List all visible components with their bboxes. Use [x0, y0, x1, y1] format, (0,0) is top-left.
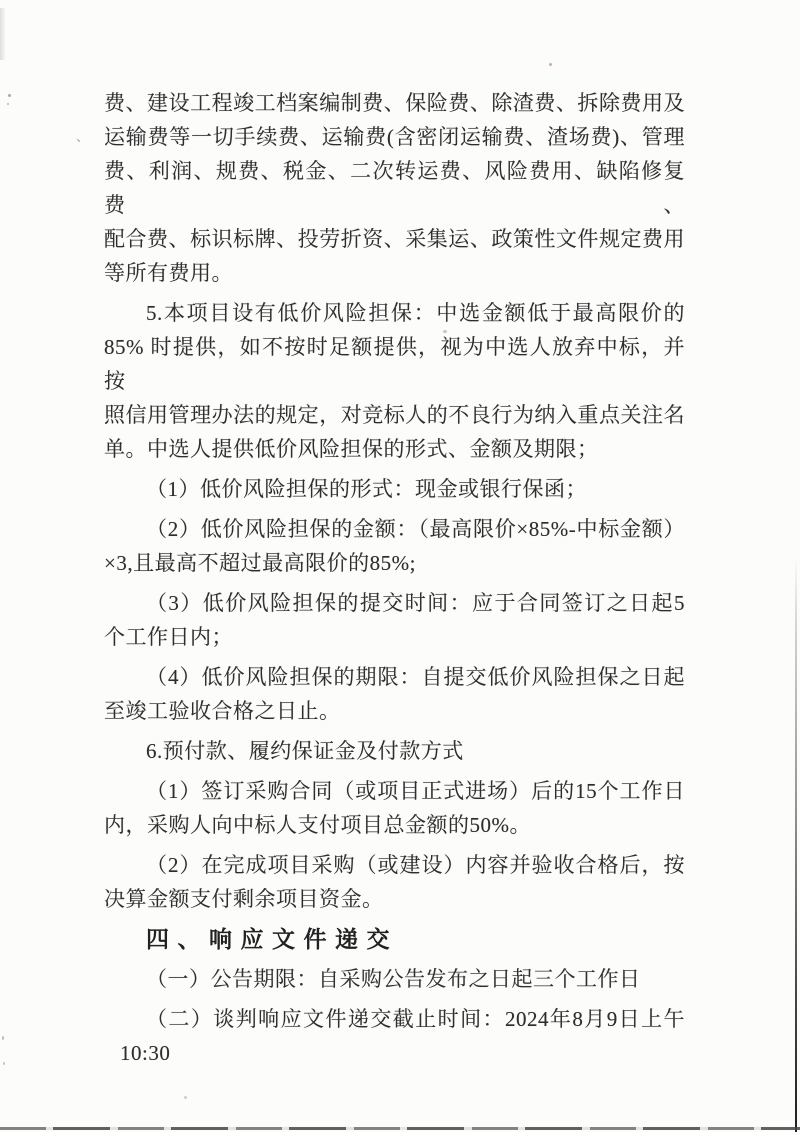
text-line: 照信用管理办法的规定，对竞标人的不良行为纳入重点关注名: [104, 403, 685, 427]
scan-speck: [3, 1062, 5, 1065]
text-line: （3）低价风险担保的提交时间：应于合同签订之日起5: [146, 591, 685, 615]
text-line: （1）低价风险担保的形式：现金或银行保函；: [146, 477, 587, 501]
text-line: （2）低价风险担保的金额：（最高限价×85%-中标金额）: [146, 517, 685, 541]
scan-speck: [184, 1096, 187, 1099]
text-line: ×3,且最高不超过最高限价的85%;: [104, 551, 416, 575]
text-line: （2）在完成项目采购（或建设）内容并验收合格后，按: [146, 853, 685, 877]
text-line: 10:30: [120, 1041, 171, 1065]
text-line: 运输费等一切手续费、运输费(含密闭运输费、渣场费)、管理: [104, 125, 685, 149]
text-line: 个工作日内；: [104, 625, 233, 649]
text-line: （二）谈判响应文件递交截止时间：2024年8月9日上午: [146, 1007, 685, 1031]
text-line: （1）签订采购合同（或项目正式进场）后的15个工作日: [146, 779, 685, 803]
scan-speck: [8, 94, 11, 97]
scan-stray-comma-mark: 、: [76, 129, 90, 144]
text-line: 等所有费用。: [104, 261, 233, 285]
text-line: 决算金额支付剩余项目资金。: [104, 887, 384, 911]
text-line: 内，采购人向中标人支付项目总金额的50%。: [104, 813, 531, 837]
scan-edge-line-right: [795, 556, 797, 1132]
scan-speck: [549, 63, 552, 66]
text-line: 至竣工验收合格之日止。: [104, 699, 341, 723]
text-line: 费、建设工程竣工档案编制费、保险费、除渣费、拆除费用及: [104, 91, 685, 115]
section-heading: 四、响应文件递交: [146, 926, 398, 952]
text-line: 85% 时提供，如不按时足额提供，视为中选人放弃中标，并按: [104, 335, 685, 393]
scan-speck: [7, 103, 9, 105]
scan-edge-line-bottom: [0, 1127, 800, 1130]
text-line: （4）低价风险担保的期限：自提交低价风险担保之日起: [146, 665, 685, 689]
text-line: 6.预付款、履约保证金及付款方式: [146, 739, 464, 763]
document-text-block: [104, 86, 685, 1076]
text-line: （一）公告期限：自采购公告发布之日起三个工作日: [146, 967, 641, 991]
text-line: 费、利润、规费、税金、二次转运费、风险费用、缺陷修复费、: [104, 159, 685, 217]
scan-corner-smudge: [0, 8, 6, 60]
text-line: 5.本项目设有低价风险担保：中选金额低于最高限价的: [146, 301, 685, 325]
scan-speck: [2, 1036, 4, 1040]
text-line: 配合费、标识标牌、投劳折资、采集运、政策性文件规定费用: [104, 227, 685, 251]
text-line: 单。中选人提供低价风险担保的形式、金额及期限；: [104, 437, 599, 461]
